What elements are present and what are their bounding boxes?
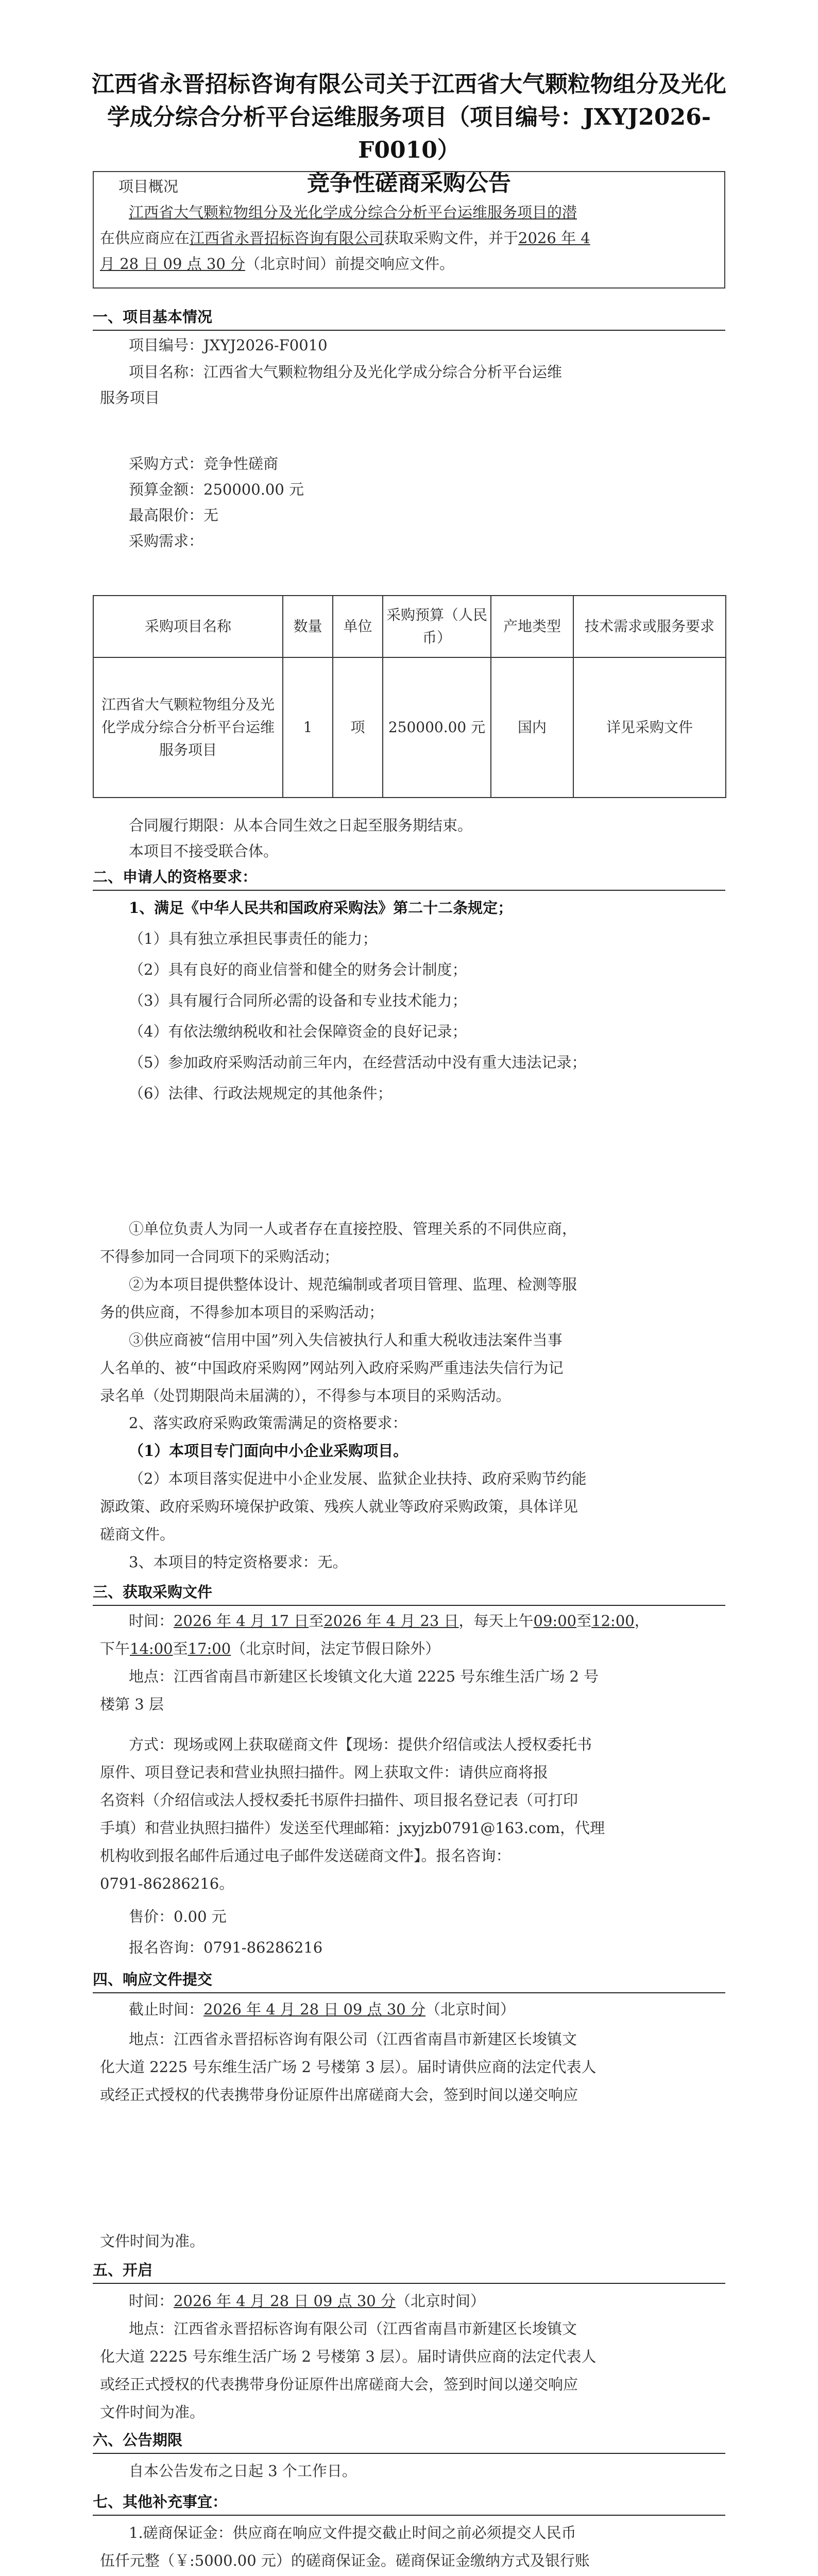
section-divider: [93, 890, 725, 891]
table-cell: 1: [283, 657, 333, 798]
acquisition-time-line-2: [100, 1638, 440, 1659]
contract-period: 合同履行期限：从本合同生效之日起至服务期结束。: [129, 817, 473, 834]
opening-time-label: 时间：: [129, 2292, 174, 2310]
table-header-cell: 产地类型: [491, 596, 573, 657]
restriction-3-line-2: 人名单的、被“中国政府采购网”网站列入政府采购严重违法失信行为记: [100, 1359, 564, 1377]
acquisition-time-line-1: [129, 1611, 650, 1631]
opening-time-value: 2026 年 4 月 28 日 09 点 30 分: [174, 2292, 396, 2310]
submission-deadline: [129, 1999, 515, 2020]
overview-project-name: 江西省大气颗粒物组分及光化学成分综合分析平台运维服务项目的潜: [129, 204, 577, 221]
start-date: 2026 年 4 月 17 日: [174, 1612, 309, 1630]
special-requirement: 3、本项目的特定资格要求：无。: [129, 1553, 348, 1571]
deadline-label: 截止时间：: [129, 2001, 204, 2018]
procurement-table: [93, 595, 726, 798]
section-7-heading: 七、其他补充事宜：: [93, 2493, 228, 2511]
morning-end: 12:00: [591, 1612, 635, 1630]
acquisition-place-line-2: 楼第 3 层: [100, 1696, 164, 1713]
overview-text: （北京时间）前提交响应文件。: [245, 255, 455, 273]
time-connector: 至: [309, 1612, 324, 1630]
table-cell: 250000.00 元: [383, 657, 491, 798]
title-line-3: 竞争性磋商采购公告: [307, 170, 511, 196]
table-header-cell: 采购项目名称: [93, 596, 283, 657]
time-text: ，: [634, 1612, 650, 1630]
qualification-item: （3）具有履行合同所必需的设备和专业技术能力；: [129, 992, 467, 1009]
procurement-method: 采购方式：竞争性磋商: [129, 455, 279, 472]
no-consortium-note: 本项目不接受联合体。: [129, 842, 279, 860]
acquisition-place-line-1: 地点：江西省南昌市新建区长埈镇文化大道 2225 号东维生活广场 2 号: [129, 1668, 599, 1685]
opening-timezone: （北京时间）: [395, 2292, 485, 2310]
section-3-heading: 三、获取采购文件: [93, 1583, 213, 1601]
deposit-line-1: 1.磋商保证金：供应商在响应文件提交截止时间之前必须提交人民币: [129, 2524, 576, 2541]
qualification-item: （6）法律、行政法规规定的其他条件；: [129, 1084, 393, 1102]
time-text: ，每天上午: [458, 1612, 534, 1630]
document-price: 售价：0.00 元: [129, 1908, 227, 1925]
project-number: 项目编号：JXYJ2026-F0010: [129, 336, 328, 354]
deposit-line-2: 伍仟元整（￥:5000.00 元）的磋商保证金。磋商保证金缴纳方式及银行账: [100, 2552, 590, 2569]
time-label: 时间：: [129, 1612, 174, 1630]
announcement-period: 自本公告发布之日起 3 个工作日。: [129, 2462, 357, 2480]
table-cell: 国内: [491, 657, 573, 798]
table-row: [93, 657, 726, 798]
overview-line-1: [129, 202, 577, 223]
overview-line-3: [100, 253, 454, 274]
section-1-heading: 一、项目基本情况: [93, 308, 213, 326]
restriction-3-line-3: 录名单（处罚期限尚未届满的），不得参与本项目的采购活动。: [100, 1387, 511, 1404]
restriction-3-line-1: ③供应商被“信用中国”列入失信被执行人和重大税收违法案件当事: [129, 1331, 563, 1349]
table-cell: 江西省大气颗粒物组分及光化学成分综合分析平台运维服务项目: [93, 657, 283, 798]
section-5-heading: 五、开启: [93, 2261, 153, 2279]
opening-place-line-3: 或经正式授权的代表携带身份证原件出席磋商大会，签到时间以递交响应: [100, 2376, 578, 2393]
opening-place-line-4: 文件时间为准。: [100, 2403, 205, 2421]
restriction-1-line-1: ①单位负责人为同一人或者存在直接控股、管理关系的不同供应商，: [129, 1220, 577, 1238]
overview-heading: 项目概况: [118, 178, 179, 195]
section-divider: [93, 330, 725, 331]
overview-line-2: [100, 228, 590, 248]
time-connector: 至: [173, 1640, 188, 1657]
budget-amount: 预算金额：250000.00 元: [129, 481, 304, 498]
acquisition-way-line-6: 0791-86286216。: [100, 1875, 234, 1892]
project-name-line-2: 服务项目: [100, 389, 160, 406]
table-cell: 详见采购文件: [573, 657, 726, 798]
table-header-cell: 技术需求或服务要求: [573, 596, 726, 657]
section-6-heading: 六、公告期限: [93, 2431, 183, 2449]
afternoon-start: 14:00: [130, 1640, 173, 1657]
section-divider: [93, 1992, 725, 1993]
policy-line-3: 磋商文件。: [100, 1526, 175, 1543]
table-header-cell: 采购预算（人民币）: [383, 596, 491, 657]
policy-line-2: 源政策、政府采购环境保护政策、残疾人就业等政府采购政策，具体详见: [100, 1498, 578, 1515]
submission-place-line-4: 文件时间为准。: [100, 2232, 205, 2250]
section-divider: [93, 2515, 725, 2516]
time-connector: 至: [576, 1612, 592, 1630]
policy-heading: 2、落实政府采购政策需满足的资格要求：: [129, 1414, 407, 1432]
acquisition-way-line-1: 方式：现场或网上获取磋商文件【现场：提供介绍信或法人授权委托书: [129, 1736, 592, 1753]
procurement-demand-label: 采购需求：: [129, 532, 204, 550]
table-header-cell: 数量: [283, 596, 333, 657]
restriction-2-line-1: ②为本项目提供整体设计、规范编制或者项目管理、监理、检测等服: [129, 1276, 577, 1293]
section-2-heading: 二、申请人的资格要求：: [93, 868, 258, 886]
qualification-heading-1: 1、满足《中华人民共和国政府采购法》第二十二条规定；: [129, 899, 513, 917]
time-text: 下午: [100, 1640, 130, 1657]
table-header-cell: 单位: [333, 596, 383, 657]
overview-agency: 江西省永晋招标咨询有限公司: [190, 229, 384, 247]
acquisition-way-line-2: 原件、项目登记表和营业执照扫描件。网上获取文件：请供应商将报: [100, 1764, 549, 1781]
time-text: （北京时间，法定节假日除外）: [231, 1640, 440, 1657]
overview-text: 在供应商应在: [100, 229, 190, 247]
deadline-timezone: （北京时间）: [425, 2001, 515, 2018]
overview-deadline-part: 2026 年 4: [518, 229, 590, 247]
section-divider: [93, 2283, 725, 2284]
overview-deadline-part: 月 28 日 09 点 30 分: [100, 255, 246, 273]
end-date: 2026 年 4 月 23 日: [323, 1612, 459, 1630]
title-line-2: 学成分综合分析平台运维服务项目（项目编号：JXYJ2026-F0010）: [107, 104, 711, 163]
acquisition-way-line-4: 手填）和营业执照扫描件）发送至代理邮箱：jxyjzb0791@163.com，代理: [100, 1819, 605, 1837]
project-name-line-1: 项目名称：江西省大气颗粒物组分及光化学成分综合分析平台运维: [129, 363, 563, 381]
submission-place-line-1: 地点：江西省永晋招标咨询有限公司（江西省南昌市新建区长埈镇文: [129, 2030, 577, 2048]
table-header-row: [93, 596, 726, 657]
section-4-heading: 四、响应文件提交: [93, 1971, 213, 1988]
restriction-1-line-2: 不得参加同一合同项下的采购活动；: [100, 1248, 339, 1265]
deadline-value: 2026 年 4 月 28 日 09 点 30 分: [203, 2001, 425, 2018]
submission-place-line-3: 或经正式授权的代表携带身份证原件出席磋商大会，签到时间以递交响应: [100, 2086, 578, 2104]
opening-place-line-1: 地点：江西省永晋招标咨询有限公司（江西省南昌市新建区长埈镇文: [129, 2320, 577, 2337]
registration-contact: 报名咨询：0791-86286216: [129, 1939, 323, 1956]
submission-place-line-2: 化大道 2225 号东维生活广场 2 号楼第 3 层）。届时请供应商的法定代表人: [100, 2058, 597, 2076]
title-line-1: 江西省永晋招标咨询有限公司关于江西省大气颗粒物组分及光化: [92, 71, 726, 97]
opening-time: [129, 2291, 485, 2311]
afternoon-end: 17:00: [188, 1640, 231, 1657]
restriction-2-line-2: 务的供应商，不得参加本项目的采购活动；: [100, 1303, 384, 1321]
morning-start: 09:00: [533, 1612, 577, 1630]
qualification-item: （4）有依法缴纳税收和社会保障资金的良好记录；: [129, 1023, 467, 1040]
section-divider: [93, 2453, 725, 2454]
acquisition-way-line-3: 名资料（介绍信或法人授权委托书原件扫描件、项目报名登记表（可打印: [100, 1791, 578, 1809]
qualification-item: （5）参加政府采购活动前三年内，在经营活动中没有重大违法记录；: [129, 1054, 587, 1071]
section-divider: [93, 1605, 725, 1606]
qualification-item: （2）具有良好的商业信誉和健全的财务会计制度；: [129, 961, 467, 978]
table-cell: 项: [333, 657, 383, 798]
sme-only-note: （1）本项目专门面向中小企业采购项目。: [129, 1442, 408, 1460]
max-price: 最高限价：无: [129, 506, 219, 524]
policy-line-1: （2）本项目落实促进中小企业发展、监狱企业扶持、政府采购节约能: [129, 1470, 587, 1487]
opening-place-line-2: 化大道 2225 号东维生活广场 2 号楼第 3 层）。届时请供应商的法定代表人: [100, 2348, 597, 2365]
qualification-item: （1）具有独立承担民事责任的能力；: [129, 930, 378, 947]
overview-text: 获取采购文件，并于: [384, 229, 519, 247]
acquisition-way-line-5: 机构收到报名邮件后通过电子邮件发送磋商文件】。报名咨询：: [100, 1847, 511, 1865]
